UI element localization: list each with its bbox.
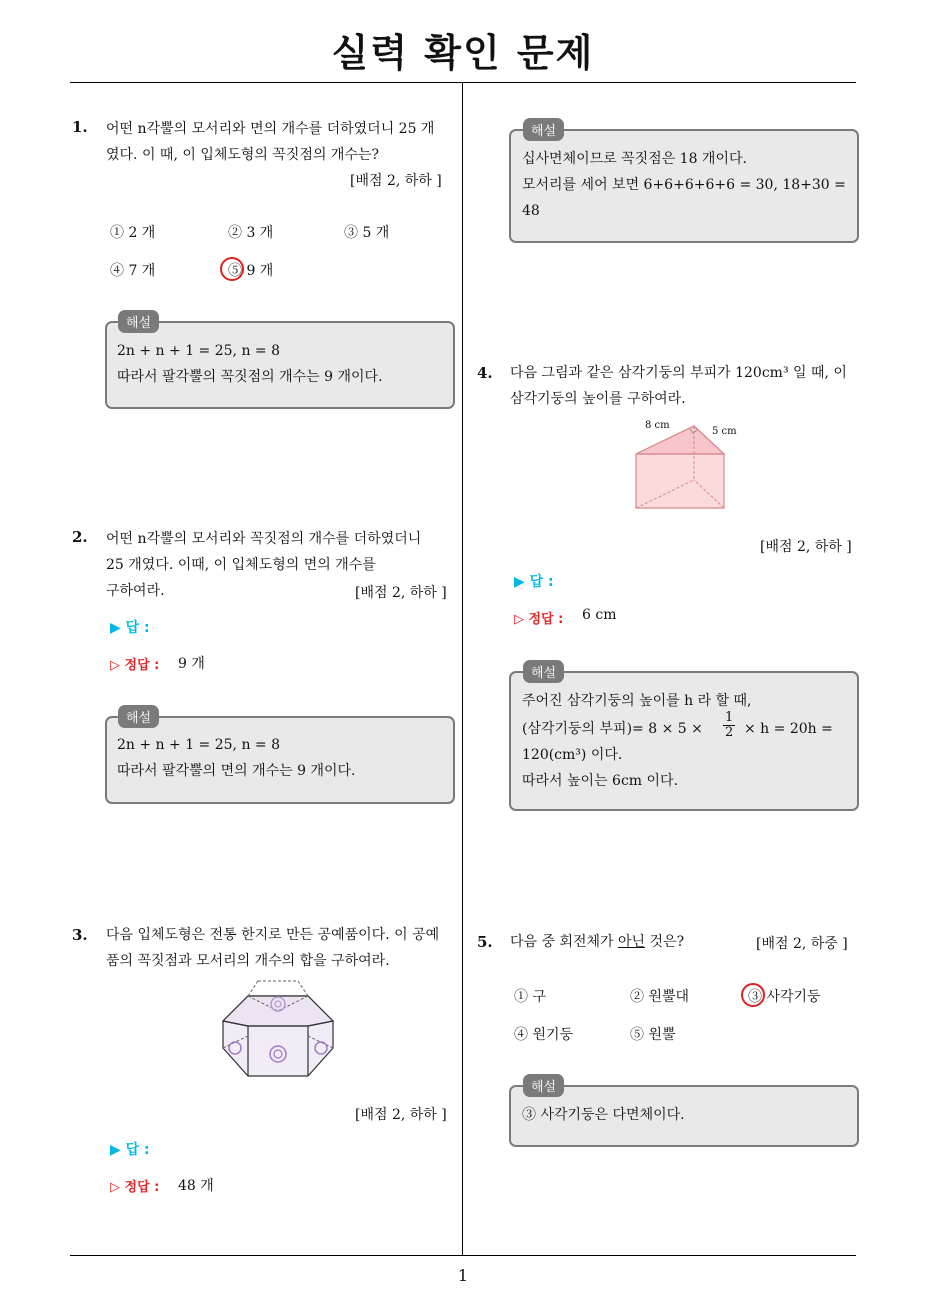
q4-fraction-denominator: 2	[725, 725, 734, 740]
q4-explain-line-2: (삼각기둥의 부피)= 8 × 5 ×	[522, 721, 703, 737]
q3-number: 3.	[72, 926, 88, 944]
q1-choice-2[interactable]: ② 3 개	[228, 225, 274, 241]
q1-score: [배점 2, 하하 ]	[350, 173, 442, 189]
q4-explain-line-3: 120(cm³) 이다.	[522, 747, 623, 763]
q2-number: 2.	[72, 528, 88, 546]
q2-explain-line-2: 따라서 팔각뿔의 면의 개수는 9 개이다.	[117, 763, 356, 779]
q2-explanation-tag: 해설	[118, 705, 159, 728]
q3-hexagonal-prism-figure	[218, 976, 338, 1082]
q3-correct-label: ▷ 정답 :	[110, 1180, 160, 1195]
q3-explanation-tag: 해설	[523, 118, 564, 141]
q4-explain-line-2b: × h = 20h =	[744, 721, 833, 737]
q3-score: [배점 2, 하하 ]	[355, 1107, 447, 1123]
q1-explain-line-1: 2n + n + 1 = 25, n = 8	[117, 343, 281, 359]
q4-answer-label: ▶ 답 :	[514, 574, 554, 590]
answer-mark-circle	[220, 257, 244, 281]
q5-choice-5[interactable]: ⑤ 원뿔	[630, 1027, 676, 1043]
q5-number: 5.	[477, 933, 493, 951]
q4-fraction-numerator: 1	[725, 710, 734, 725]
answer-mark-circle	[741, 983, 765, 1007]
q4-correct-label: ▷ 정답 :	[514, 612, 564, 627]
q5-explanation-tag: 해설	[523, 1074, 564, 1097]
q4-dim-5cm: 5 cm	[712, 426, 737, 437]
bottom-rule	[70, 1255, 856, 1256]
q5-explain-line-1: ③ 사각기둥은 다면체이다.	[522, 1107, 685, 1123]
q5-text-underlined: 아닌	[618, 934, 646, 950]
q2-text-line-1: 어떤 n각뿔의 모서리와 꼭짓점의 개수를 더하였더니	[106, 531, 422, 547]
q2-score: [배점 2, 하하 ]	[355, 585, 447, 601]
q2-answer-label: ▶ 답 :	[110, 620, 150, 636]
q1-number: 1.	[72, 118, 88, 136]
q2-correct-label: ▷ 정답 :	[110, 658, 160, 673]
q5-choice-2[interactable]: ② 원뿔대	[630, 989, 690, 1005]
q4-text: 다음 그림과 같은 삼각기둥의 부피가 120cm³ 일 때, 이 삼각기둥의 높이를 구하여라.	[510, 365, 847, 407]
q2-correct-value: 9 개	[178, 656, 205, 672]
q5-choice-4[interactable]: ④ 원기둥	[514, 1027, 574, 1043]
q1-choice-1[interactable]: ① 2 개	[110, 225, 156, 241]
q4-fraction	[723, 711, 735, 740]
q3-correct-value: 48 개	[178, 1178, 214, 1194]
q1-choice-4[interactable]: ④ 7 개	[110, 263, 156, 279]
q2-text-line-3: 구하여라.	[106, 583, 165, 599]
q5-text	[510, 929, 684, 955]
page-number: 1	[457, 1266, 469, 1285]
q1-choice-5[interactable]: ⑤ 9 개	[228, 263, 274, 279]
q3-explain-line-1: 십사면체이므로 꼭짓점은 18 개이다.	[522, 151, 747, 167]
q5-choice-3[interactable]: ③ 사각기둥	[748, 989, 821, 1005]
q5-score: [배점 2, 하중 ]	[756, 936, 848, 952]
q4-dim-8cm: 8 cm	[645, 420, 670, 431]
q1-explanation-tag: 해설	[118, 310, 159, 333]
q4-explain-line-4: 따라서 높이는 6cm 이다.	[522, 773, 679, 789]
q3-explain-line-2: 모서리를 세어 보면 6+6+6+6+6 = 30, 18+30 =	[522, 177, 846, 193]
q1-choice-3[interactable]: ③ 5 개	[344, 225, 390, 241]
q4-correct-value: 6 cm	[582, 607, 617, 623]
q3-explain-line-3: 48	[522, 203, 540, 219]
top-rule	[70, 82, 856, 83]
q1-explain-line-2: 따라서 팔각뿔의 꼭짓점의 개수는 9 개이다.	[117, 369, 383, 385]
q4-number: 4.	[477, 364, 493, 382]
q4-score: [배점 2, 하하 ]	[760, 539, 852, 555]
column-divider	[462, 83, 463, 1255]
q2-text-line-2: 25 개였다. 이때, 이 입체도형의 면의 개수를	[106, 557, 376, 573]
q5-choice-1[interactable]: ① 구	[514, 989, 546, 1005]
q3-text: 다음 입체도형은 전통 한지로 만든 공예품이다. 이 공예품의 꼭짓점과 모서리의 개수의 합을 구하여라.	[106, 927, 440, 969]
q2-explain-line-1: 2n + n + 1 = 25, n = 8	[117, 737, 281, 753]
q3-answer-label: ▶ 답 :	[110, 1142, 150, 1158]
q5-text-a: 다음 중 회전체가	[510, 934, 619, 950]
q5-text-c: 것은?	[645, 934, 685, 950]
q4-explain-line-1: 주어진 삼각기둥의 높이를 h 라 할 때,	[522, 693, 752, 709]
page-title: 실력 확인 문제	[331, 31, 595, 75]
q1-text: 어떤 n각뿔의 모서리와 면의 개수를 더하였더니 25 개였다. 이 때, 이 입체도형의 꼭짓점의 개수는?	[106, 121, 435, 163]
q4-explanation-tag: 해설	[523, 660, 564, 683]
